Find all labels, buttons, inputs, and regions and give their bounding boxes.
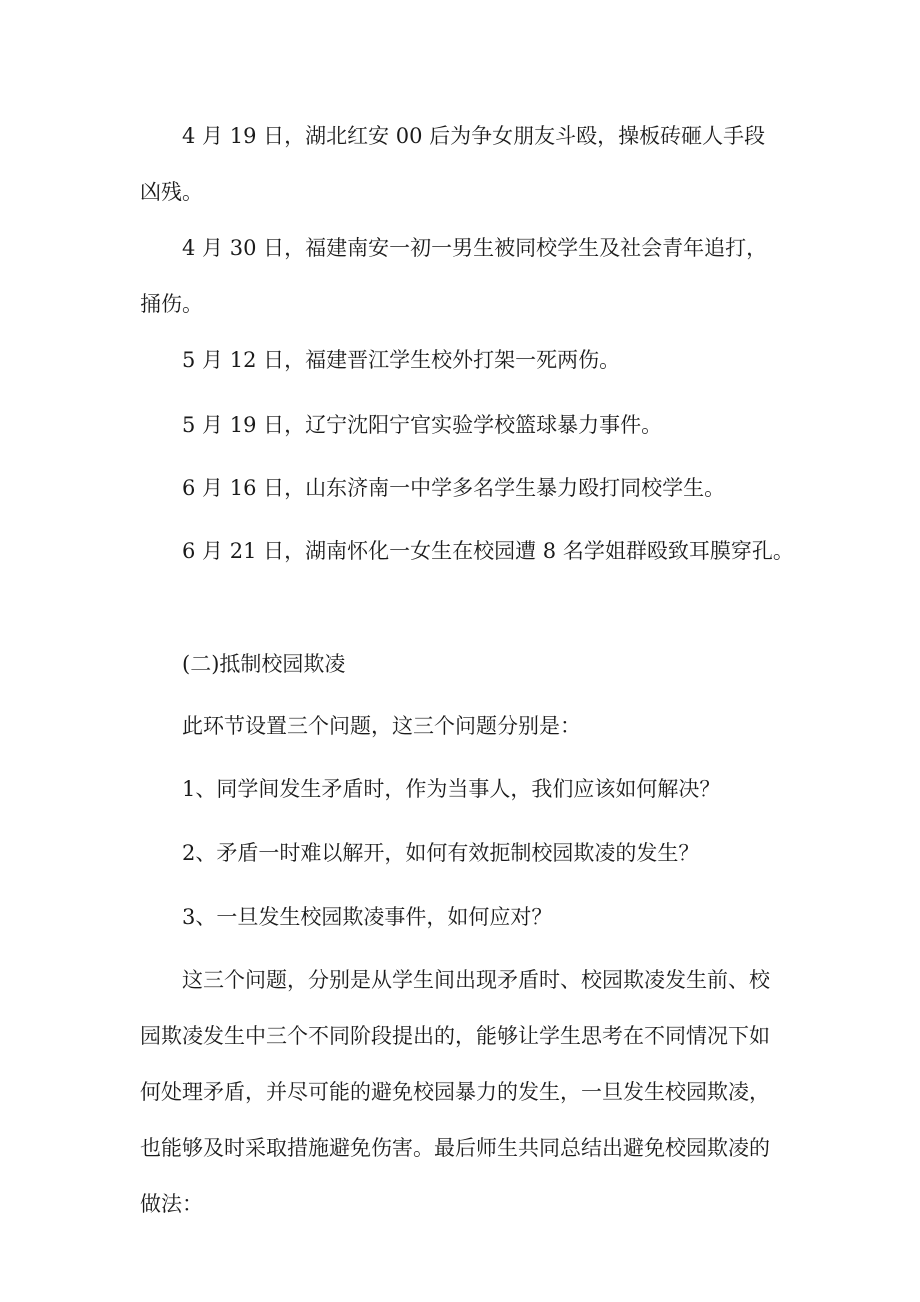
question-item-1: 1、同学间发生矛盾时，作为当事人，我们应该如何解决？ xyxy=(182,777,721,801)
event-paragraph-6: 6 月 21 日，湖南怀化一女生在校园遭 8 名学姐群殴致耳膜穿孔。 xyxy=(182,539,794,563)
event-paragraph-3: 5 月 12 日，福建晋江学生校外打架一死两伤。 xyxy=(182,348,621,372)
event-paragraph-2: 4 月 30 日，福建南安一初一男生被同校学生及社会青年追打，捅伤。 xyxy=(140,236,768,316)
question-item-3: 3、一旦发生校园欺凌事件，如何应对？ xyxy=(182,905,553,929)
conclusion-paragraph: 这三个问题，分别是从学生间出现矛盾时、校园欺凌发生前、校园欺凌发生中三个不同阶段提出的，能够让学生思考在不同情况下如何处理矛盾，并尽可能的避免校园暴力的发生，一旦发生校园欺凌，也能够及时采取措施避免伤害。最后师生共同总结出避免校园欺凌的做法： xyxy=(140,968,770,1216)
document-page xyxy=(140,0,794,1302)
section-heading: (二)抵制校园欺凌 xyxy=(182,652,346,676)
intro-paragraph: 此环节设置三个问题，这三个问题分别是： xyxy=(182,714,581,738)
event-paragraph-5: 6 月 16 日，山东济南一中学多名学生暴力殴打同校学生。 xyxy=(182,476,726,500)
question-item-2: 2、矛盾一时难以解开，如何有效扼制校园欺凌的发生？ xyxy=(182,841,700,865)
event-paragraph-4: 5 月 19 日，辽宁沈阳宁官实验学校篮球暴力事件。 xyxy=(182,413,663,437)
event-paragraph-1: 4 月 19 日，湖北红安 00 后为争女朋友斗殴，操板砖砸人手段凶残。 xyxy=(140,124,766,204)
